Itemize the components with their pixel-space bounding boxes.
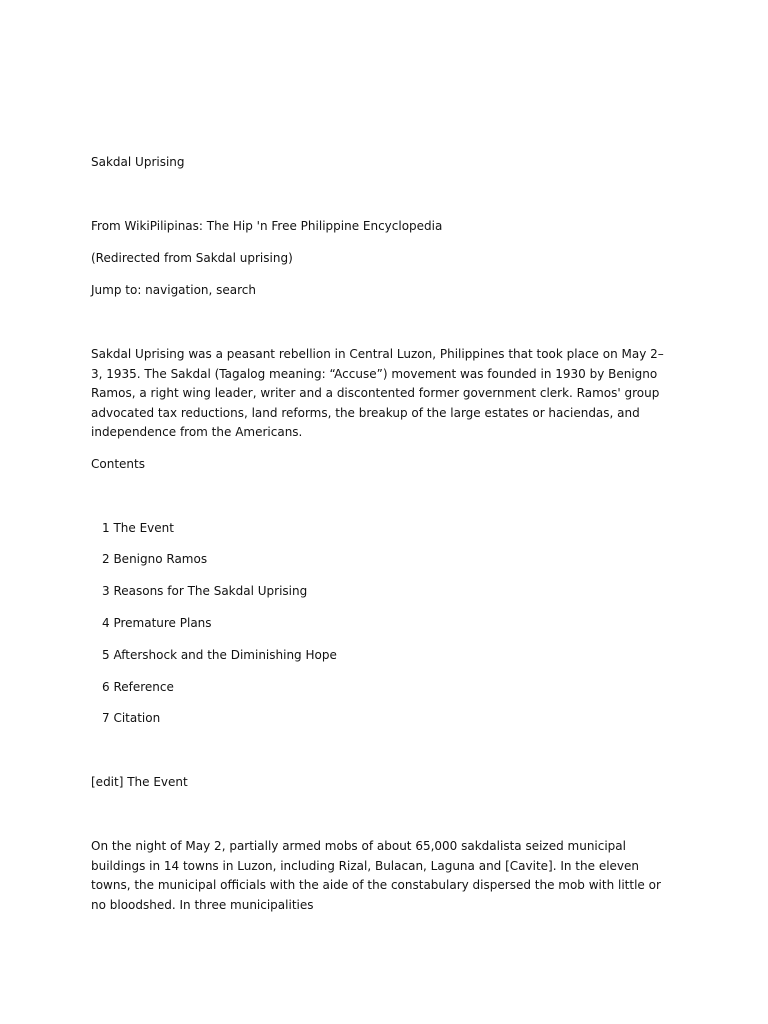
toc-item-benigno-ramos: 2 Benigno Ramos — [102, 552, 208, 566]
event-paragraph: On the night of May 2, partially armed mobs of about 65,000 sakdalista seized municipal buildings in 14 towns in Luzon, including Rizal, Bulacan, Laguna and [Cavite]. In the eleven towns, the municipal officials with the aide of the constabulary dispersed the mob with little or no bloodshed. In three municipalities — [91, 839, 661, 912]
toc-item-citation: 7 Citation — [102, 711, 161, 725]
redirect-note: (Redirected from Sakdal uprising) — [91, 251, 293, 265]
toc-item-reference: 6 Reference — [102, 680, 174, 694]
contents-label: Contents — [91, 457, 145, 471]
toc-item-reasons: 3 Reasons for The Sakdal Uprising — [102, 584, 308, 598]
source-line: From WikiPilipinas: The Hip 'n Free Philippine Encyclopedia — [91, 219, 443, 233]
toc-item-the-event: 1 The Event — [102, 521, 174, 535]
section-heading-the-event: [edit] The Event — [91, 775, 188, 789]
document-title: Sakdal Uprising — [91, 155, 185, 169]
jump-links: Jump to: navigation, search — [91, 283, 257, 297]
toc-item-aftershock: 5 Aftershock and the Diminishing Hope — [102, 648, 337, 662]
toc-item-premature-plans: 4 Premature Plans — [102, 616, 212, 630]
intro-paragraph: Sakdal Uprising was a peasant rebellion in Central Luzon, Philippines that took place on May 2–3, 1935. The Sakdal (Tagalog meaning: “Accuse”) movement was founded in 1930 by Benigno Ramos, a right wing leader, writer and a discontented former government clerk. Ramos' group advocated tax reductions, land reforms, the breakup of the large estates or haciendas, and independence from the Americans. — [91, 347, 664, 439]
